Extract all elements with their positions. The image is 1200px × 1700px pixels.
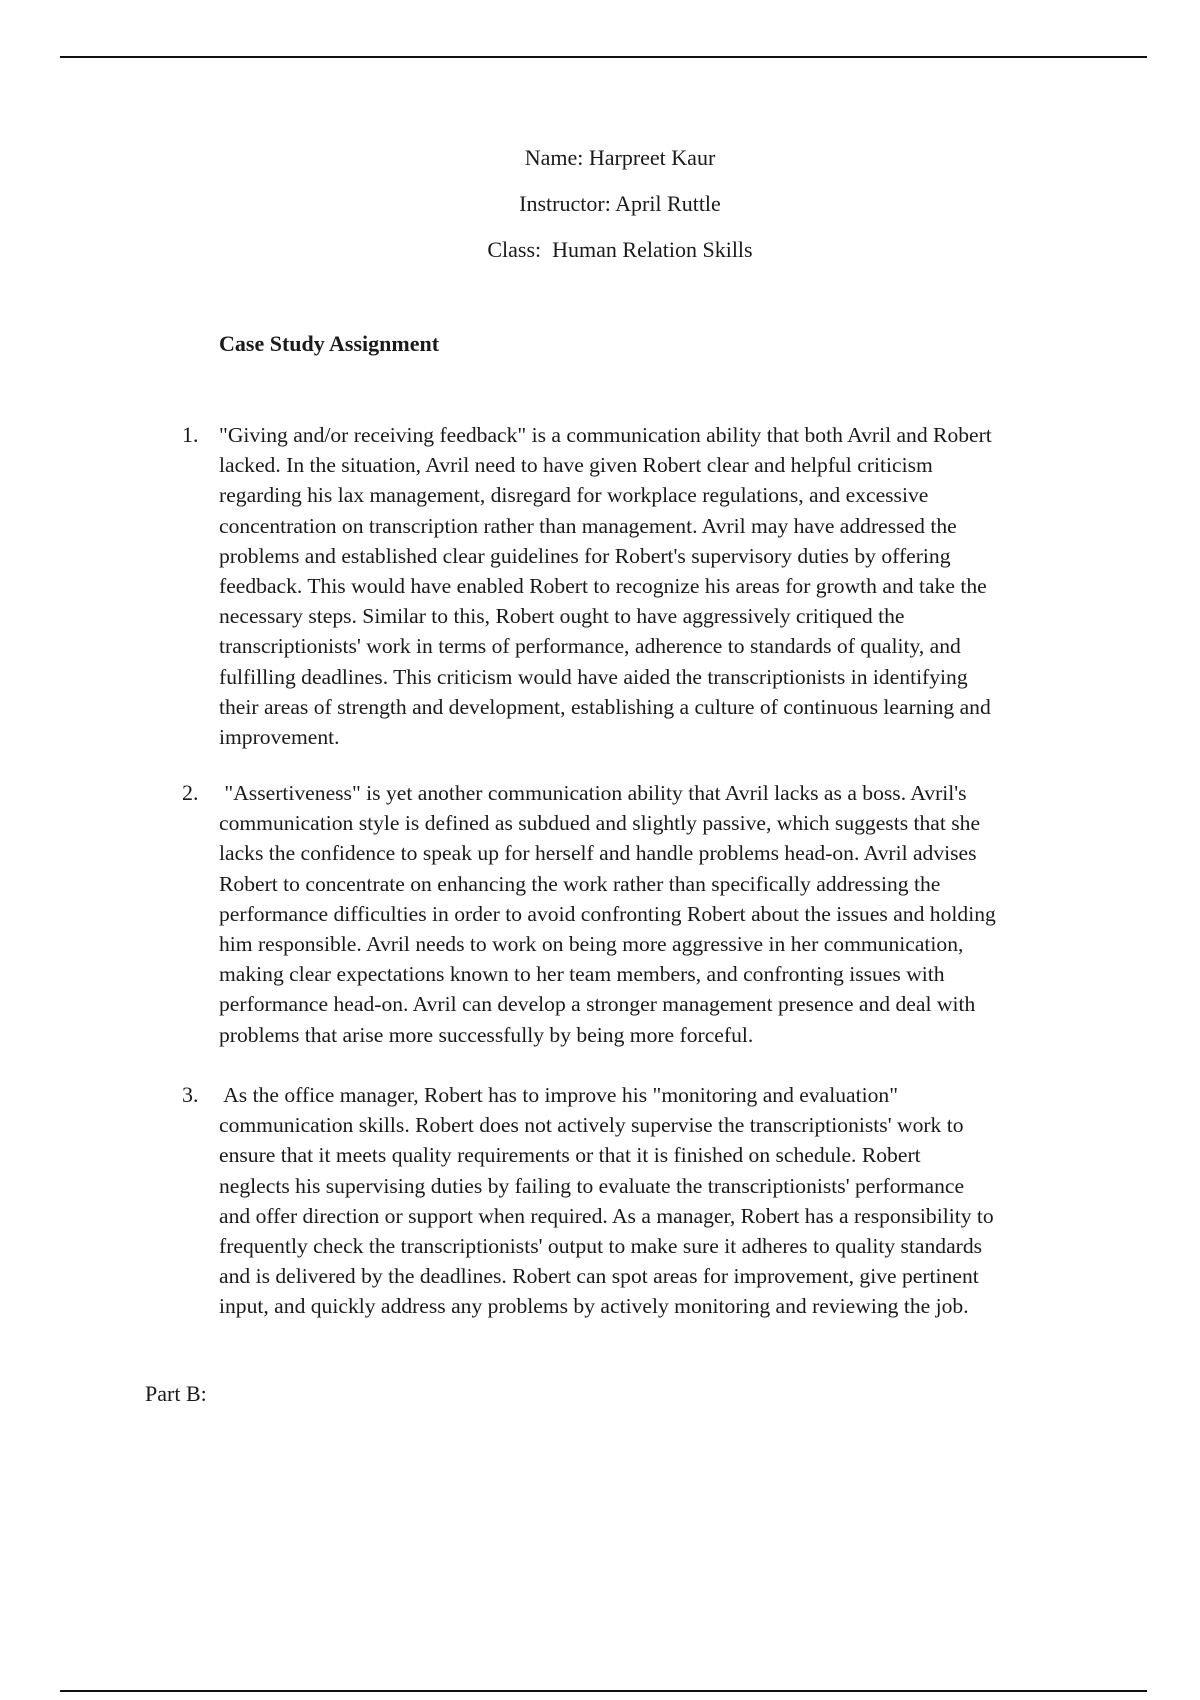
item-text: "Assertiveness" is yet another communication ability that Avril lacks as a boss. Avril's communication style is defined as subdued and slightly passive, which suggests that she lacks the confidence to speak up for herself and handle problems head-on. Avril advises Robert to concentrate on enhancing the work rather than specifically addressing the performance difficulties in order to avoid confronting Robert about the issues and holding him responsible. Avril needs to work on being more aggressive in her communication, making clear expectations known to her team members, and confronting issues with performance head-on. Avril can develop a stronger management presence and deal with problems that arise more successfully by being more forceful. — [219, 781, 996, 1047]
item-text: As the office manager, Robert has to improve his "monitoring and evaluation" communication skills. Robert does not actively supervise the transcriptionists' work to ensure that it meets quality requirements or that it is finished on schedule. Robert neglects his supervising duties by failing to evaluate the transcriptionists' performance and offer direction or support when required. As a manager, Robert has a responsibility to frequently check the transcriptionists' output to make sure it adheres to quality standards and is delivered by the deadlines. Robert can spot areas for improvement, give pertinent input, and quickly address any problems by actively monitoring and reviewing the job. — [219, 1083, 994, 1319]
item-number: 1. — [182, 422, 199, 447]
student-name: Name: Harpreet Kaur — [524, 145, 716, 170]
assignment-title: Case Study Assignment — [219, 331, 440, 356]
instructor-name: Instructor: April Ruttle — [519, 191, 721, 216]
item-number: 2. — [182, 780, 199, 805]
item-number: 3. — [182, 1082, 199, 1107]
class-name: Class: Human Relation Skills — [487, 237, 753, 262]
item-text: "Giving and/or receiving feedback" is a communication ability that both Avril and Robert lacked. In the situation, Avril need to have given Robert clear and helpful criticism regarding his lax management, disregard for workplace regulations, and excessive concentration on transcription rather than management. Avril may have addressed the problems and established clear guidelines for Robert's supervisory duties by offering feedback. This would have enabled Robert to recognize his areas for growth and take the necessary steps. Similar to this, Robert ought to have aggressively critiqued the transcriptionists' work in terms of performance, adherence to standards of quality, and fulfilling deadlines. This criticism would have aided the transcriptionists in identifying their areas of strength and development, establishing a culture of continuous learning and improvement. — [219, 423, 992, 750]
bottom-rule — [60, 1690, 1147, 1692]
top-rule — [60, 56, 1147, 58]
part-b-heading: Part B: — [145, 1381, 207, 1406]
